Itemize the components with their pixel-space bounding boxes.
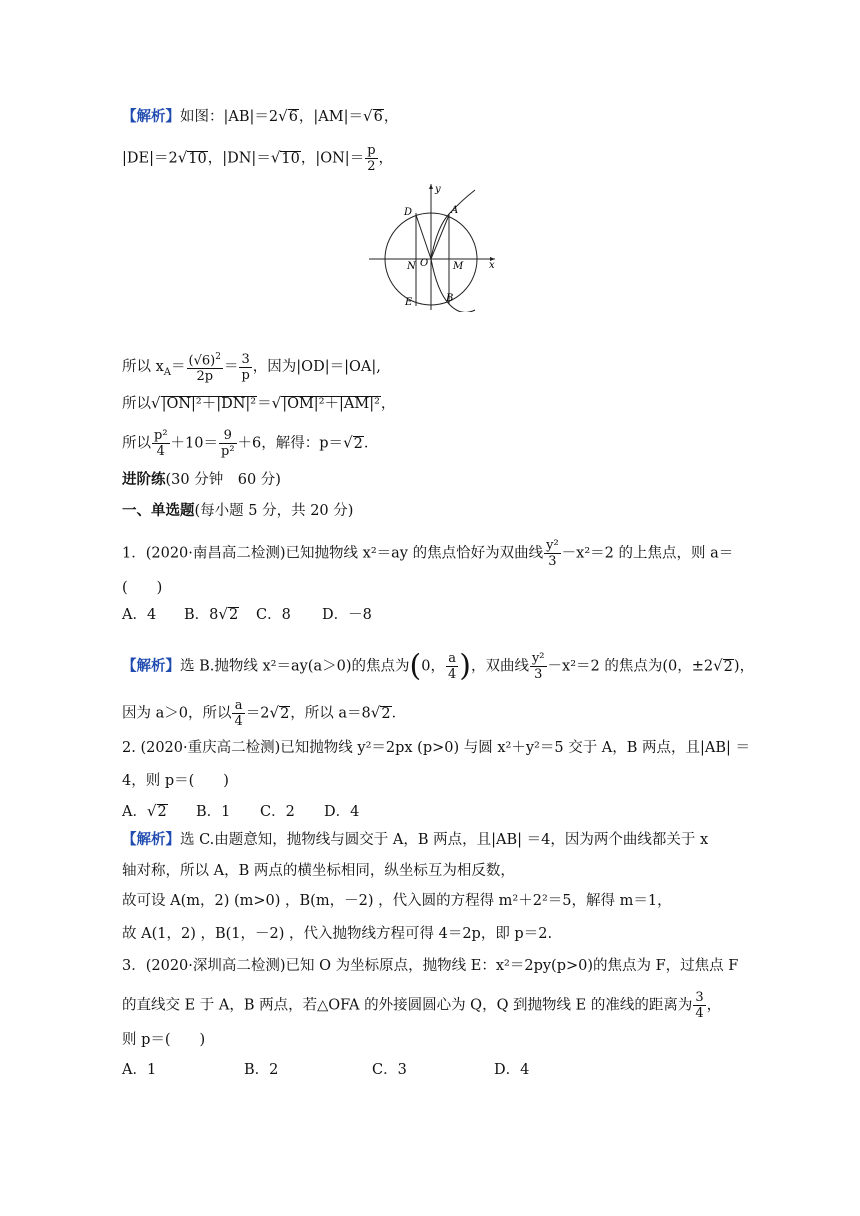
question-1-options [122, 604, 372, 625]
question-1-answer-line-1: 【解析】选 B.抛物线 x²＝ay(a＞0)的焦点为(0， $\frac{a}{4}$ )，双曲线 $\frac{\text{y²}}{3}$ －x²＝2 的焦点为(0，±2√2)， [122, 648, 755, 684]
label-d: D [404, 207, 413, 218]
parabola-upper [431, 190, 475, 259]
option-c[interactable]: C．3 [372, 1062, 407, 1078]
fraction-root6-sq-over-2p: $\frac{(√6)^2}{2p}$ [188, 352, 221, 385]
analysis-line-4: 所以√|ON|²＋|DN|²＝√|OM|²＋|AM|²， [122, 394, 396, 412]
question-2-stem-2: 4，则 p＝( ) [122, 773, 229, 789]
question-2-answer-line-1: 【解析】选 C.由题意知，抛物线与圆交于 A，B 两点，且|AB| ＝4，因为两个曲线都关于 x [122, 831, 709, 848]
option-a[interactable]: A．4 [122, 607, 157, 623]
option-d[interactable]: D．4 [324, 804, 360, 820]
segment-oa [431, 215, 449, 259]
analysis-line-3: 所以 $x_A=$ $\frac{(√6)^2}{2p}$ ＝ $\frac{3}{p}$ ，因为|OD|＝|OA|, [122, 351, 381, 385]
option-d[interactable]: D．－8 [322, 607, 372, 623]
option-d[interactable]: D．4 [494, 1062, 530, 1078]
fraction-a-over-4: $\frac{a}{4}$ [447, 651, 457, 682]
analysis-line-5: 所以 $\frac{\text{p²}}{4}$ ＋10＝ $\frac{9}{\text{p²}}$ ＋6，解得：p＝√2． [122, 428, 379, 459]
question-2-answer-line-4: 故 A(1，2) ，B(1，－2) ，代入抛物线方程可得 4＝2p，即 p＝2. [122, 926, 553, 942]
fraction-p2-over-4: $\frac{\text{p²}}{4}$ [154, 428, 168, 459]
question-2-answer-line-2: 轴对称，所以 A，B 两点的横坐标相同，纵坐标互为相反数， [122, 863, 515, 879]
option-a[interactable]: A．√2 [122, 802, 167, 820]
question-3-stem-1: 3．(2020·深圳高二检测)已知 O 为坐标原点，抛物线 E：x²＝2py(p>0)的焦点为 F，过焦点 F [122, 958, 739, 974]
analysis-tag: 【解析】 [122, 108, 180, 125]
question-1-stem: 1．(2020·南昌高二检测)已知抛物线 x²＝ay 的焦点恰好为双曲线 $\frac{\text{y²}}{3}$ －x²＝2 的上焦点，则 a＝ [122, 538, 734, 569]
analysis-line-1: 【解析】如图：|AB|＝2√6，|AM|＝√6， [122, 107, 399, 125]
label-a: A [451, 205, 459, 216]
label-m: M [453, 261, 464, 272]
label-y: y [435, 184, 441, 195]
part-heading: 一、单选题(每小题 5 分，共 20 分) [122, 502, 354, 519]
question-3-stem-3: 则 p＝( ) [122, 1032, 206, 1048]
question-2-options [122, 801, 359, 822]
question-1-blank: ( ) [122, 580, 163, 596]
label-n: N [407, 261, 416, 272]
section-heading: 进阶练(30 分钟 60 分) [122, 471, 281, 488]
fraction-3-over-4: $\frac{3}{4}$ [695, 990, 704, 1021]
fraction-9-over-p2: $\frac{9}{\text{p²}}$ [221, 428, 235, 459]
option-b[interactable]: B．1 [196, 804, 231, 820]
label-x: x [489, 260, 495, 271]
option-c[interactable]: C．2 [260, 804, 295, 820]
option-b[interactable]: B．8√2 [184, 605, 239, 623]
fraction-p-over-2: $\frac{p}{2}$ [367, 143, 376, 174]
question-3-stem-2: 的直线交 E 于 A，B 两点，若△OFA 的外接圆圆心为 Q，Q 到抛物线 E 的准线的距离为 $\frac{3}{4}$ ， [122, 990, 722, 1021]
option-b[interactable]: B．2 [244, 1062, 279, 1078]
fraction-a-over-4-b: $\frac{a}{4}$ [234, 698, 243, 729]
fraction-y2-over-3: $\frac{\text{y²}}{3}$ [546, 538, 559, 569]
analysis-line-2: |DE|＝2√10，|DN|＝√10，|ON|＝ $\frac{p}{2}$ ， [122, 143, 394, 174]
question-3-options [122, 1060, 529, 1080]
question-2-stem-1: 2. (2020·重庆高二检测)已知抛物线 y²＝2px (p>0) 与圆 x²＋y²＝5 交于 A，B 两点，且|AB| ＝ [122, 740, 751, 756]
label-e: E [405, 297, 413, 308]
question-2-answer-line-3: 故可设 A(m，2) (m>0) ，B(m，－2) ，代入圆的方程得 m²＋2²＝5，解得 m＝1， [122, 893, 672, 909]
label-b: B [446, 293, 454, 304]
label-o: O [420, 258, 429, 269]
question-1-answer-line-2: 因为 a＞0，所以 $\frac{a}{4}$ ＝2√2，所以 a＝8√2． [122, 698, 407, 729]
fraction-3-over-p: $\frac{3}{p}$ [241, 351, 250, 383]
geometry-figure [367, 182, 499, 312]
option-c[interactable]: C．8 [256, 607, 291, 623]
segment-od [416, 215, 431, 259]
fraction-y2-over-3-answer: $\frac{\text{y²}}{3}$ [531, 651, 545, 682]
option-a[interactable]: A．1 [122, 1062, 157, 1078]
